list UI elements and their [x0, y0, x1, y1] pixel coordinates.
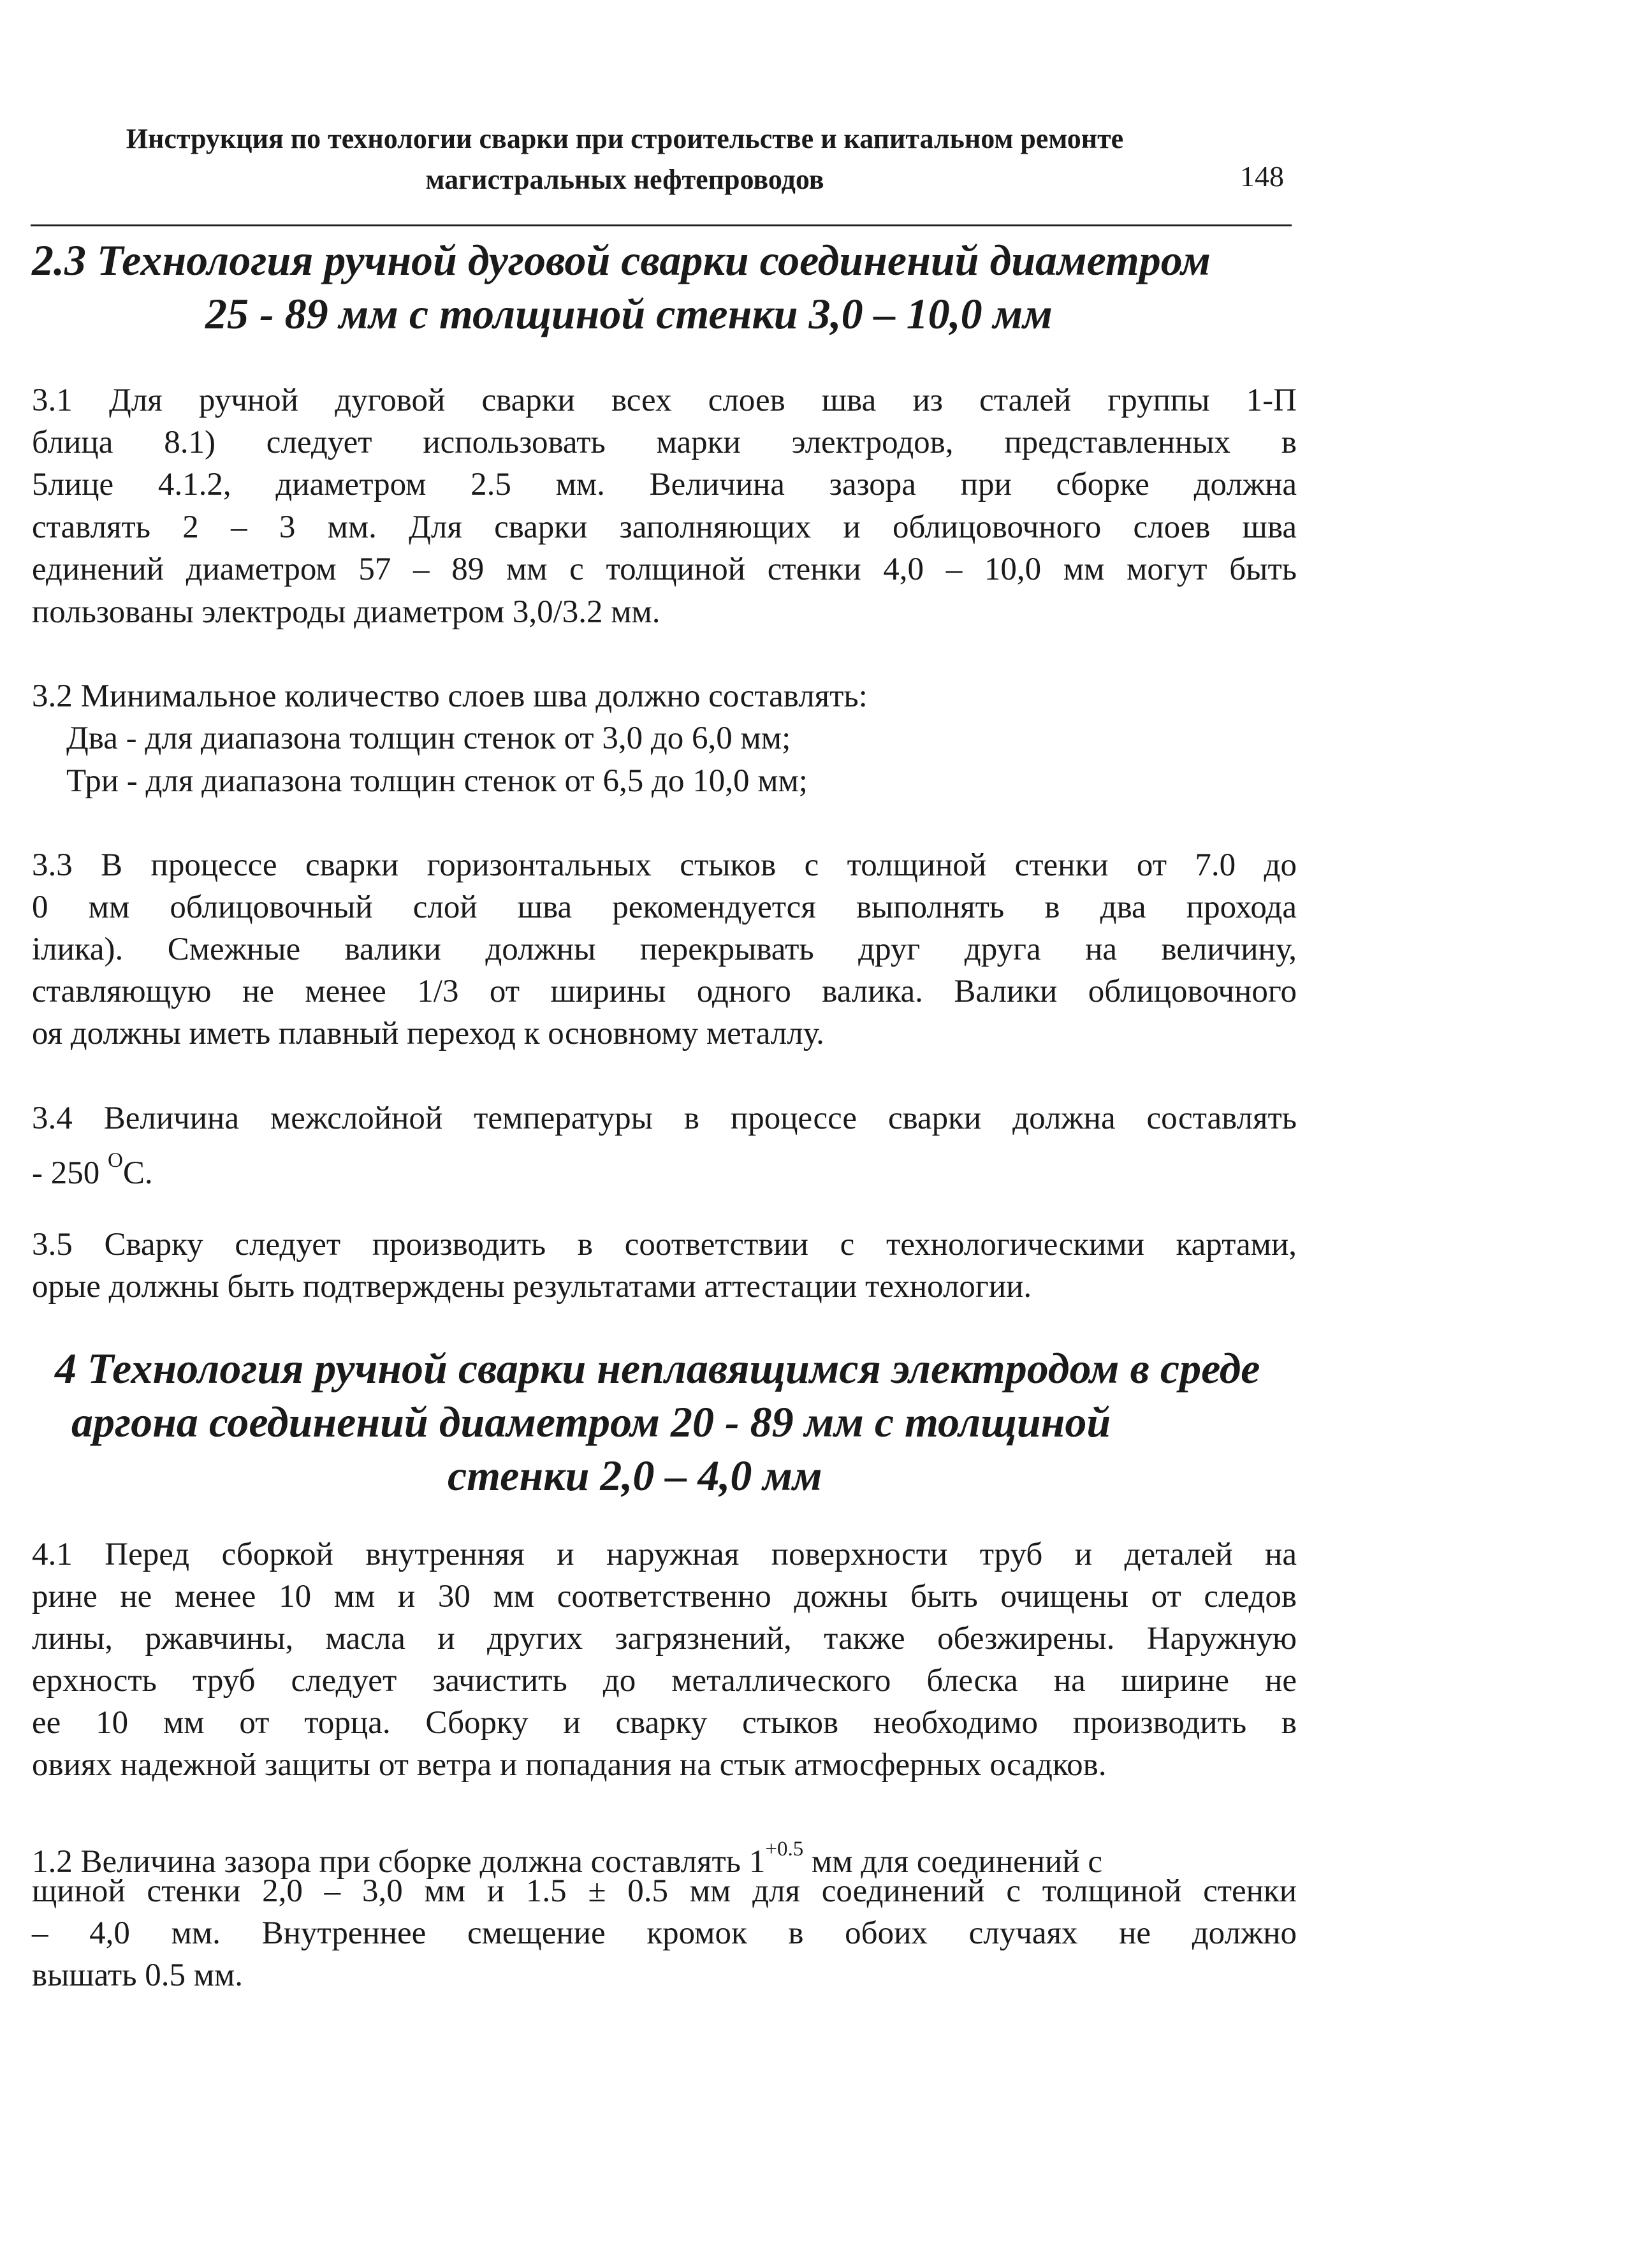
header-divider: [31, 224, 1292, 226]
section-4-heading-line-2: аргона соединений диаметром 20 - 89 мм с толщиной: [71, 1398, 1111, 1446]
paragraph-3-3-line: ставляющую не менее 1/3 от ширины одного валика. Валики облицовочного: [32, 974, 1297, 1009]
temperature-unit: C.: [122, 1155, 153, 1191]
section-2-3-heading-line-2: 25 - 89 мм с толщиной стенки 3,0 – 10,0 мм: [205, 289, 1053, 338]
paragraph-4-2-line: щиной стенки 2,0 – 3,0 мм и 1.5 ± 0.5 мм для соединений с толщиной стенки: [32, 1873, 1297, 1909]
header-title-line-1: Инструкция по технологии сварки при строительстве и капитальном ремонте: [126, 123, 1124, 154]
paragraph-3-3-line: 0 мм облицовочный слой шва рекомендуется выполнять в два прохода: [32, 889, 1297, 925]
paragraph-3-1-line: пользованы электроды диаметром 3,0/3.2 мм.: [32, 594, 660, 630]
section-4-heading-line-3: стенки 2,0 – 4,0 мм: [448, 1451, 822, 1500]
paragraph-3-3-line: 3.3 В процессе сварки горизонтальных стыков с толщиной стенки от 7.0 до: [32, 847, 1297, 883]
paragraph-3-4-line: 3.4 Величина межслойной температуры в процессе сварки должна составлять: [32, 1101, 1297, 1136]
gap-value: 1.2 Величина зазора при сборке должна составлять 1: [32, 1844, 766, 1880]
paragraph-3-1-line: ставлять 2 – 3 мм. Для сварки заполняющих и облицовочного слоев шва: [32, 509, 1297, 545]
paragraph-4-1-line: 4.1 Перед сборкой внутренняя и наружная поверхности труб и деталей на: [32, 1537, 1297, 1572]
paragraph-3-3-line: оя должны иметь плавный переход к основному металлу.: [32, 1016, 824, 1051]
header-title-line-2: магистральных нефтепроводов: [425, 164, 824, 195]
paragraph-4-1-line: лины, ржавчины, масла и других загрязнений, также обезжирены. Наружную: [32, 1621, 1297, 1657]
section-4-heading: [55, 1342, 1317, 1502]
section-2-3-heading-line-1: 2.3 Технология ручной дуговой сварки соединений диаметром: [32, 236, 1211, 284]
paragraph-3-5-line: 3.5 Сварку следует производить в соответствии с технологическими картами,: [32, 1227, 1297, 1262]
gap-tolerance: +0.5: [765, 1838, 804, 1861]
section-4-heading-line-1: 4 Технология ручной сварки неплавящимся электродом в среде: [55, 1344, 1260, 1393]
section-2-3-heading: [32, 233, 1307, 340]
paragraph-3-1-line: блица 8.1) следует использовать марки электродов, представленных в: [32, 425, 1297, 460]
paragraph-4-1-line: овиях надежной защиты от ветра и попадания на стык атмосферных осадков.: [32, 1747, 1107, 1783]
paragraph-3-3-line: ілика). Смежные валики должны перекрывать друг друга на величину,: [32, 932, 1297, 967]
paragraph-3-5-line: орые должны быть подтверждены результатами аттестации технологии.: [32, 1269, 1032, 1305]
paragraph-3-1-line: 5лице 4.1.2, диаметром 2.5 мм. Величина зазора при сборке должна: [32, 467, 1297, 502]
paragraph-4-1-line: ерхность труб следует зачистить до металлического блеска на ширине не: [32, 1663, 1297, 1699]
paragraph-3-2-line: Три - для диапазона толщин стенок от 6,5 до 10,0 мм;: [66, 763, 808, 799]
paragraph-4-2-line: – 4,0 мм. Внутреннее смещение кромок в обоих случаях не должно: [32, 1915, 1297, 1951]
paragraph-4-1-line: ее 10 мм от торца. Сборку и сварку стыков необходимо производить в: [32, 1705, 1297, 1741]
page-number: 148: [1240, 160, 1284, 193]
running-header: [51, 119, 1199, 200]
paragraph-3-2-line: Два - для диапазона толщин стенок от 3,0 до 6,0 мм;: [66, 721, 791, 756]
paragraph-4-2-line: вышать 0.5 мм.: [32, 1957, 244, 1993]
degree-symbol: O: [107, 1149, 123, 1172]
paragraph-3-1-line: единений диаметром 57 – 89 мм с толщиной стенки 4,0 – 10,0 мм могут быть: [32, 552, 1297, 587]
paragraph-3-1-line: 3.1 Для ручной дуговой сварки всех слоев шва из сталей группы 1-П: [32, 383, 1297, 418]
temperature-value: - 250: [32, 1155, 108, 1191]
gap-value-suffix: мм для соединений с: [803, 1844, 1103, 1880]
paragraph-3-2-line: 3.2 Минимальное количество слоев шва должно составлять:: [32, 678, 868, 714]
paragraph-4-1-line: рине не менее 10 мм и 30 мм соответственно дожны быть очищены от следов: [32, 1579, 1297, 1614]
paragraph-3-4-line: [32, 1141, 153, 1192]
